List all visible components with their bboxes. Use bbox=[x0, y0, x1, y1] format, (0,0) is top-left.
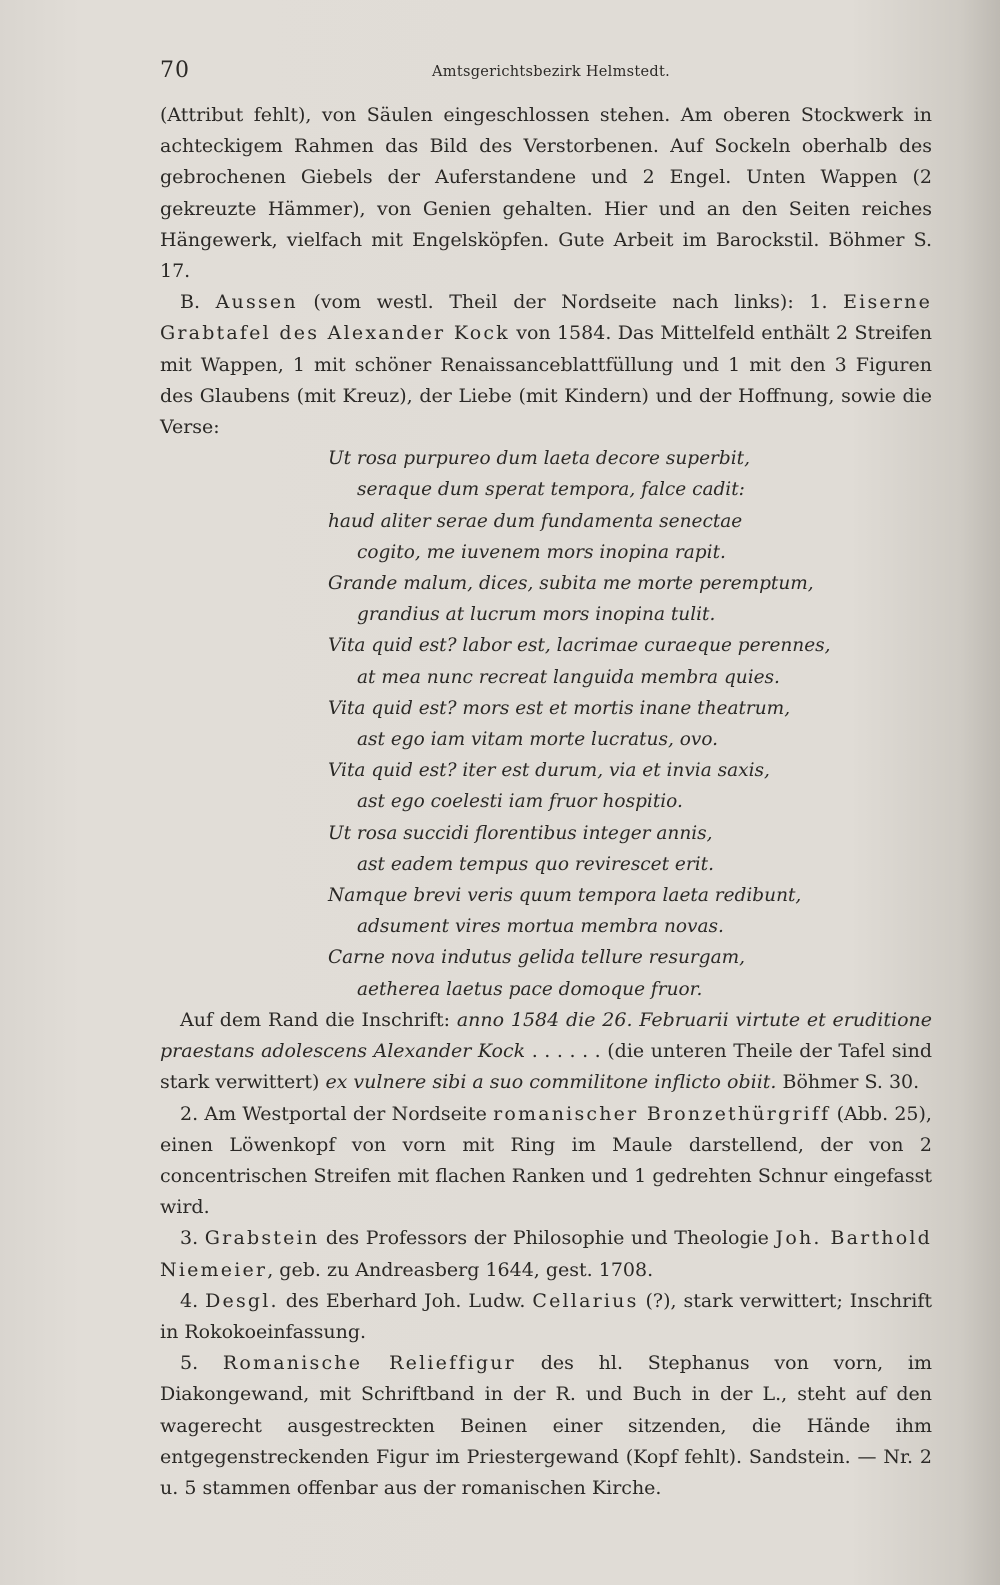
verse-line: Vita quid est? iter est durum, via et invia saxis, bbox=[328, 760, 770, 782]
paragraph-aussen-text-b: von 1584. Das Mittelfeld enthält 2 Streifen mit Wappen, 1 mit schöner Renaissanceblattfüllung und 1 mit den 3 Figuren des Glaubens (mit Kreuz), der Liebe (mit Kindern) und der Hoffnung, sowie die Verse: bbox=[160, 322, 933, 439]
item-4-text-a: 4. bbox=[180, 1289, 206, 1312]
item-title-grabstein: Grabstein bbox=[204, 1227, 320, 1250]
inschrift-text-a: Auf dem Rand die Inschrift: bbox=[180, 1008, 457, 1031]
person-name-cellarius: Cellarius bbox=[532, 1289, 639, 1312]
verse-line: Namque brevi veris quum tempora laeta redibunt, bbox=[328, 885, 802, 907]
paragraph-inschrift bbox=[160, 1005, 932, 1099]
item-title-relieffigur: Romanische Relieffigur bbox=[222, 1352, 516, 1375]
paragraph-item-4 bbox=[160, 1286, 932, 1348]
running-title: Amtsgerichtsbezirk Helmstedt. bbox=[432, 64, 670, 80]
verse-line: at mea nunc recreat languida membra quies. bbox=[357, 666, 780, 688]
inschrift-text-c: Böhmer S. 30. bbox=[776, 1071, 920, 1094]
paragraph-aussen-text-a: (vom westl. Theil der Nordseite nach links): 1. bbox=[297, 291, 844, 314]
item-3-text-b: des Professors der Philosophie und Theologie bbox=[319, 1227, 776, 1250]
latin-verses bbox=[160, 443, 932, 1005]
paragraph-item-3 bbox=[160, 1223, 932, 1285]
verse-line: Ut rosa purpureo dum laeta decore superbit, bbox=[328, 448, 750, 470]
verse-line: ast ego coelesti iam fruor hospitio. bbox=[357, 791, 683, 813]
verse-line: Ut rosa succidi florentibus integer annis, bbox=[328, 822, 713, 844]
item-4-text-b: des Eberhard Joh. Ludw. bbox=[278, 1289, 533, 1312]
verse-line: haud aliter serae dum fundamenta senectae bbox=[328, 510, 743, 532]
verse-line: Vita quid est? mors est et mortis inane theatrum, bbox=[328, 697, 791, 719]
paragraph-aussen bbox=[160, 287, 932, 443]
item-3-text-a: 3. bbox=[180, 1227, 205, 1250]
item-title-desgl: Desgl. bbox=[205, 1289, 279, 1312]
section-letter: B. bbox=[180, 291, 216, 314]
item-2-text-a: 2. Am Westportal der Nordseite bbox=[180, 1102, 494, 1125]
verse-line: ast eadem tempus quo revirescet erit. bbox=[357, 853, 714, 875]
section-title-aussen: Aussen bbox=[215, 291, 298, 314]
verse-line: Grande malum, dices, subita me morte peremptum, bbox=[328, 573, 814, 595]
verse-line: cogito, me iuvenem mors inopina rapit. bbox=[357, 541, 726, 563]
verse-line: Vita quid est? labor est, lacrimae curaeque perennes, bbox=[328, 635, 831, 657]
paragraph-item-2 bbox=[160, 1099, 932, 1224]
item-5-text-a: 5. bbox=[180, 1352, 223, 1375]
page-number: 70 bbox=[160, 58, 190, 83]
item-5-text-b: des hl. Stephanus von vorn, im Diakongewand, mit Schriftband in der R. und Buch in der L., steht auf den wagerecht ausgestreckten Beinen einer sitzenden, die Hände ihm entgegenstreckenden Figur im Priestergewand (Kopf fehlt). Sandstein. — Nr. 2 u. 5 stammen offenbar aus der romanischen Kirche. bbox=[160, 1352, 932, 1499]
item-title-bronzethuergriff: romanischer Bronzethürgriff bbox=[493, 1102, 831, 1125]
inschrift-latin-b: ex vulnere sibi a suo commilitone inflicto obiit. bbox=[325, 1071, 777, 1094]
item-title-grabtafel: Eiserne Grabtafel des Alexander Kock bbox=[160, 291, 933, 345]
page-header bbox=[160, 58, 930, 88]
inschrift-text-b: . . . . . . (die unteren Theile der Tafel sind stark verwittert) bbox=[160, 1040, 933, 1094]
verse-line: seraque dum sperat tempora, falce cadit: bbox=[357, 479, 745, 501]
paragraph-item-5 bbox=[160, 1348, 932, 1504]
item-2-text-b: (Abb. 25), einen Löwenkopf von vorn mit Ring im Maule darstellend, der von 2 concentrischen Streifen mit flachen Ranken und 1 gedrehten Schnur eingefasst wird. bbox=[160, 1102, 932, 1219]
person-name-niemeier: Joh. Barthold Niemeier bbox=[160, 1227, 933, 1281]
inschrift-latin-a: anno 1584 die 26. Februarii virtute et eruditione praestans adolescens Alexander Kock bbox=[160, 1008, 932, 1063]
verse-line: grandius at lucrum mors inopina tulit. bbox=[357, 604, 716, 626]
verse-line: ast ego iam vitam morte lucratus, ovo. bbox=[357, 729, 719, 751]
paragraph-attribut: (Attribut fehlt), von Säulen eingeschlossen stehen. Am oberen Stockwerk in achteckigem Rahmen das Bild des Verstorbenen. Auf Sockeln oberhalb des gebrochenen Giebels der Auferstandene und 2 Engel. Unten Wappen (2 gekreuzte Hämmer), von Genien gehalten. Hier und an den Seiten reiches Hängewerk, vielfach mit Engelsköpfen. Gute Arbeit im Barockstil. Böhmer S. 17. bbox=[160, 104, 932, 283]
verse-line: aetherea laetus pace domoque fruor. bbox=[357, 978, 703, 1000]
verse-line: Carne nova indutus gelida tellure resurgam, bbox=[328, 947, 746, 969]
page-body bbox=[160, 100, 932, 1504]
item-4-text-c: (?), stark verwittert; Inschrift in Rokokoeinfassung. bbox=[160, 1289, 932, 1343]
item-3-text-c: , geb. zu Andreasberg 1644, gest. 1708. bbox=[267, 1258, 654, 1281]
verse-line: adsument vires mortua membra novas. bbox=[357, 916, 724, 938]
